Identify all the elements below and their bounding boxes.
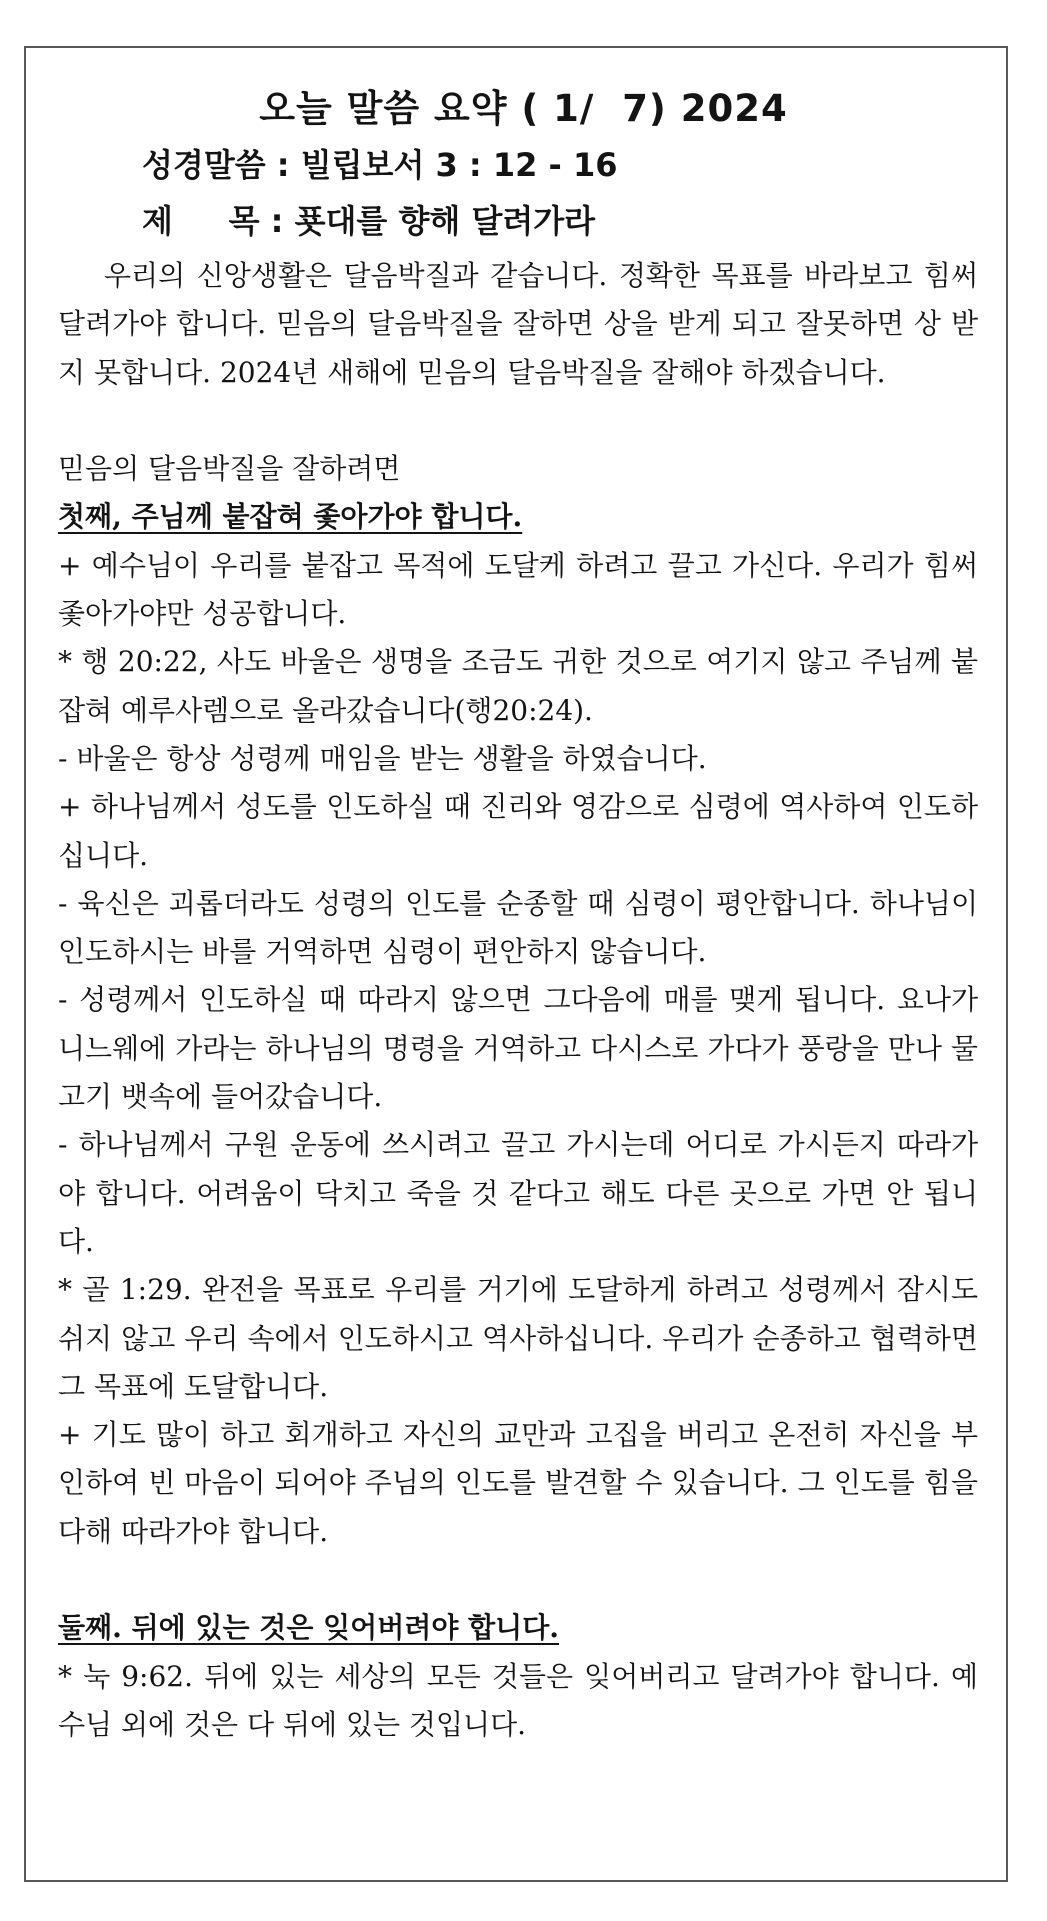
page-title: 오늘 말씀 요약 ( 1/ 7) 2024 <box>259 87 788 130</box>
body-paragraph: + 예수님이 우리를 붙잡고 목적에 도달케 하려고 끌고 가신다. 우리가 힘써 좇아가야만 성공합니다. <box>58 548 978 631</box>
body-paragraph: + 기도 많이 하고 회개하고 자신의 교만과 고집을 버리고 온전히 자신을 부인하여 빈 마음이 되어야 주님의 인도를 발견할 수 있습니다. 그 인도를 힘을 다해 따라가야 합니다. <box>58 1418 978 1548</box>
body-paragraph: * 눅 9:62. 뒤에 있는 세상의 모든 것들은 잊어버리고 달려가야 합니다. 예수님 외에 것은 다 뒤에 있는 것입니다. <box>58 1659 978 1741</box>
body-paragraph: - 바울은 항상 성령께 매임을 받는 생활을 하였습니다. <box>58 741 707 775</box>
lead-in-line: 믿음의 달음박질을 잘하려면 <box>58 452 401 486</box>
body-paragraph: + 하나님께서 성도를 인도하실 때 진리와 영감으로 심령에 역사하여 인도하십니다. <box>58 790 978 872</box>
section-heading-second: 둘째. 뒤에 있는 것은 잊어버려야 합니다. <box>58 1611 560 1645</box>
sermon-topic: 제 목 : 푯대를 향해 달려가라 <box>142 202 596 240</box>
sermon-body <box>58 252 978 1749</box>
body-paragraph: * 골 1:29. 완전을 목표로 우리를 거기에 도달하게 하려고 성령께서 잠시도 쉬지 않고 우리 속에서 인도하시고 역사하십니다. 우리가 순종하고 협력하면 그 목표에 도달합니다. <box>58 1273 978 1403</box>
blank-line <box>58 1556 978 1604</box>
body-paragraph: * 행 20:22, 사도 바울은 생명을 조금도 귀한 것으로 여기지 않고 주님께 붙잡혀 예루사렘으로 올라갔습니다(행20:24). <box>58 645 978 727</box>
blank-line <box>58 397 978 445</box>
scripture-reference: 성경말씀 : 빌립보서 3 : 12 - 16 <box>142 146 618 184</box>
intro-paragraph: 우리의 신앙생활은 달음박질과 같습니다. 정확한 목표를 바라보고 힘써 달려가야 합니다. 믿음의 달음박질을 잘하면 상을 받게 되고 잘못하면 상 받지 못합니다. 2024년 새해에 믿음의 달음박질을 잘해야 하겠습니다. <box>58 259 978 389</box>
body-paragraph: - 육신은 괴롭더라도 성령의 인도를 순종할 때 심령이 평안합니다. 하나님이 인도하시는 바를 거역하면 심령이 편안하지 않습니다. <box>58 886 978 969</box>
body-paragraph: - 하나님께서 구원 운동에 쓰시려고 끌고 가시는데 어디로 가시든지 따라가야 합니다. 어려움이 닥치고 죽을 것 같다고 해도 다른 곳으로 가면 안 됩니다. <box>58 1128 978 1258</box>
body-paragraph: - 성령께서 인도하실 때 따라지 않으면 그다음에 매를 맺게 됩니다. 요나가 니느웨에 가라는 하나님의 명령을 거역하고 다시스로 가다가 풍랑을 만나 물고기 뱃속에 들어갔습니다. <box>58 983 978 1114</box>
section-heading-first: 첫째, 주님께 붙잡혀 좇아가야 합니다. <box>58 500 523 534</box>
